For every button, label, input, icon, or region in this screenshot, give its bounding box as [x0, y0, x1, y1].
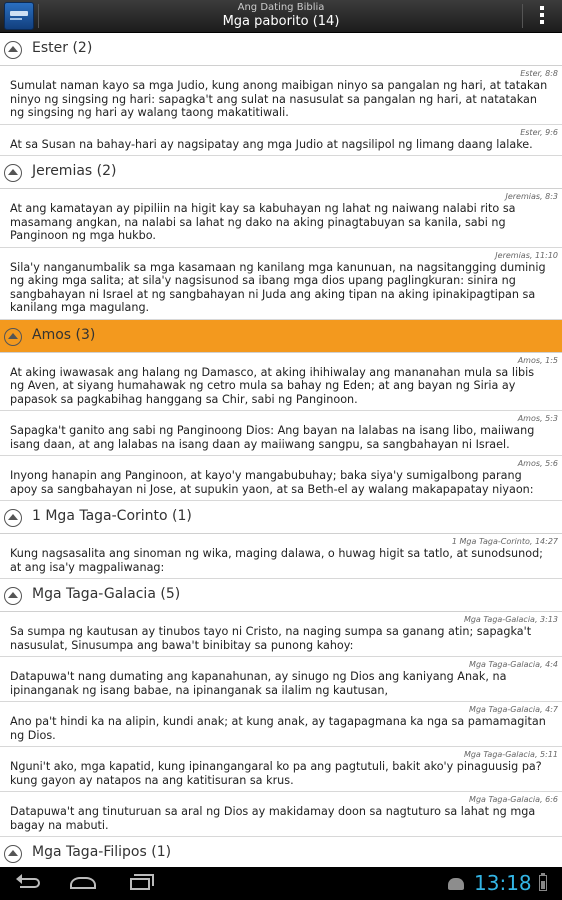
group-name: 1 Mga Taga-Corinto (1): [32, 508, 192, 524]
verse-reference: Mga Taga-Galacia, 4:4: [469, 660, 558, 669]
verse-reference: Amos, 5:3: [517, 414, 558, 423]
verse-item[interactable]: [0, 792, 562, 837]
verse-reference: Jeremias, 11:10: [495, 250, 558, 260]
group-header[interactable]: [0, 33, 562, 66]
verse-text: Ano pa't hindi ka na alipin, kundi anak; at kung anak, ay tagapagmana ka nga sa pamamagitan ng Dios.: [10, 715, 546, 742]
verse-text: Inyong hanapin ang Panginoon, at kayo'y mangabubuhay; baka siya'y sumigalbong parang apoy sa sangbahayan ni Jose, at supukin yaon, at sa Beth-el ay walang makapapatay niyaon:: [10, 469, 534, 496]
verse-text: Datapuwa't nang dumating ang kapanahunan, ay sinugo ng Dios ang kaniyang Anak, na ipinanganak ng isang babae, na ipinanganak sa ilalim ng kautusan,: [10, 670, 507, 697]
group-header[interactable]: [0, 501, 562, 534]
verse-text: Datapuwa't ang tinuturuan sa aral ng Dios ay makidamay doon sa nagtuturo sa lahat ng mga bagay na mabuti.: [10, 805, 536, 832]
back-icon[interactable]: [12, 873, 52, 895]
verse-item[interactable]: [0, 125, 562, 157]
verse-reference: Mga Taga-Galacia, 4:7: [469, 705, 558, 714]
verse-item[interactable]: [0, 189, 562, 248]
recent-apps-icon[interactable]: [120, 873, 160, 895]
verse-text: Sila'y nanganumbalik sa mga kasamaan ng kanilang mga kanunuan, na nagsitangging duminig ng aking mga salita; at sila'y nagsisunod sa ibang mga dios upang paglingkuran: sinira ng sangbahayan ni Israel at ng sangbahayan ni Juda ang aking tipan na aking ipinakipagtipan sa kanilang mga magulang.: [10, 260, 546, 314]
verse-text: Sapagka't ganito ang sabi ng Panginoong Dios: Ang bayan na lalabas na isang libo, maiiwang isang daan, at ang lalabas na isang daan ay maiiwang sangpu, sa sangbahayan ni Israel.: [10, 424, 535, 451]
verse-item[interactable]: [0, 747, 562, 792]
collapse-chevron-icon[interactable]: [4, 845, 22, 863]
collapse-chevron-icon[interactable]: [4, 509, 22, 527]
group-header[interactable]: [0, 837, 562, 867]
collapse-chevron-icon[interactable]: [4, 164, 22, 182]
verse-text: Sumulat naman kayo sa mga Judio, kung anong maibigan ninyo sa pangalan ng hari, at tatakan ninyo ng singsing ng hari: sapagka't ang sulat na nasusulat sa pangalan ng hari, at natatakan ng singsing ng hari ay walang taong makatitiwali.: [10, 79, 548, 119]
verse-reference: Mga Taga-Galacia, 5:11: [463, 750, 558, 759]
battery-icon: [539, 875, 547, 891]
android-debug-icon: [448, 878, 464, 890]
app-name: Ang Dating Biblia: [237, 2, 325, 13]
verse-item[interactable]: [0, 353, 562, 412]
favorites-list[interactable]: [0, 33, 562, 867]
collapse-chevron-icon[interactable]: [4, 587, 22, 605]
verse-item[interactable]: [0, 534, 562, 579]
verse-item[interactable]: [0, 66, 562, 125]
group-header[interactable]: [0, 320, 562, 353]
verse-text: At aking iwawasak ang halang ng Damasco, at aking ihihiwalay ang mananahan mula sa libis ng Aven, at siyang humahawak ng cetro mula sa bahay ng Eden; at ang bayan ng Siria ay papasok sa pagkabihag hanggang sa Chir, sabi ng Panginoon.: [10, 365, 535, 406]
verse-reference: Amos, 5:6: [517, 459, 558, 468]
verse-item[interactable]: [0, 248, 562, 320]
verse-item[interactable]: [0, 456, 562, 501]
verse-text: Kung nagsasalita ang sinoman ng wika, maging dalawa, o huwag higit sa tatlo, at sunodsunod; at ang isa'y magpaliwanag:: [10, 547, 543, 574]
screen-title: Mga paborito (14): [222, 14, 340, 29]
collapse-chevron-icon[interactable]: [4, 328, 22, 346]
system-bar: [0, 867, 562, 900]
collapse-chevron-icon[interactable]: [4, 41, 22, 59]
verse-reference: Mga Taga-Galacia, 6:6: [469, 795, 558, 804]
group-name: Amos (3): [32, 326, 96, 343]
group-header[interactable]: [0, 156, 562, 189]
verse-reference: Amos, 1:5: [517, 355, 558, 365]
verse-item[interactable]: [0, 411, 562, 456]
overflow-menu-icon[interactable]: [532, 6, 552, 26]
clock: 13:18: [474, 871, 532, 895]
group-name: Jeremias (2): [32, 163, 117, 179]
verse-text: At ang kamatayan ay pipiliin na higit kay sa kabuhayan ng lahat ng naiwang nalabi rito sa masamang angkan, na nalabi sa lahat ng dako na aking pinagtabuyan sa kanila, sabi ng Panginoon ng mga hukbo.: [10, 202, 516, 242]
verse-reference: Jeremias, 8:3: [505, 192, 558, 201]
divider: [522, 4, 523, 28]
verse-reference: Ester, 9:6: [520, 127, 558, 137]
verse-item[interactable]: [0, 612, 562, 657]
verse-text: Sa sumpa ng kautusan ay tinubos tayo ni Cristo, na naging sumpa sa ganang atin; sapagka't nasusulat, Sinusumpa ang bawa't binibitay sa punong kahoy:: [10, 625, 532, 652]
verse-reference: Mga Taga-Galacia, 3:13: [463, 615, 558, 624]
home-icon[interactable]: [64, 873, 104, 895]
group-header[interactable]: [0, 579, 562, 612]
verse-item[interactable]: [0, 657, 562, 702]
verse-text: At sa Susan na bahay-hari ay nagsipatay ang mga Judio at nagsilipol ng limang daang lalake.: [10, 137, 533, 151]
action-bar: [0, 0, 562, 33]
group-name: Mga Taga-Galacia (5): [32, 586, 181, 602]
verse-reference: Ester, 8:8: [520, 69, 558, 78]
group-name: Mga Taga-Filipos (1): [32, 844, 172, 860]
verse-item[interactable]: [0, 702, 562, 747]
verse-text: Nguni't ako, mga kapatid, kung ipinangangaral ko pa ang pagtutuli, bakit ako'y pinaguusig pa? kung gayon ay natapos na ang katitisuran sa krus.: [10, 760, 542, 787]
verse-reference: 1 Mga Taga-Corinto, 14:27: [451, 537, 558, 546]
group-name: Ester (2): [32, 40, 93, 56]
